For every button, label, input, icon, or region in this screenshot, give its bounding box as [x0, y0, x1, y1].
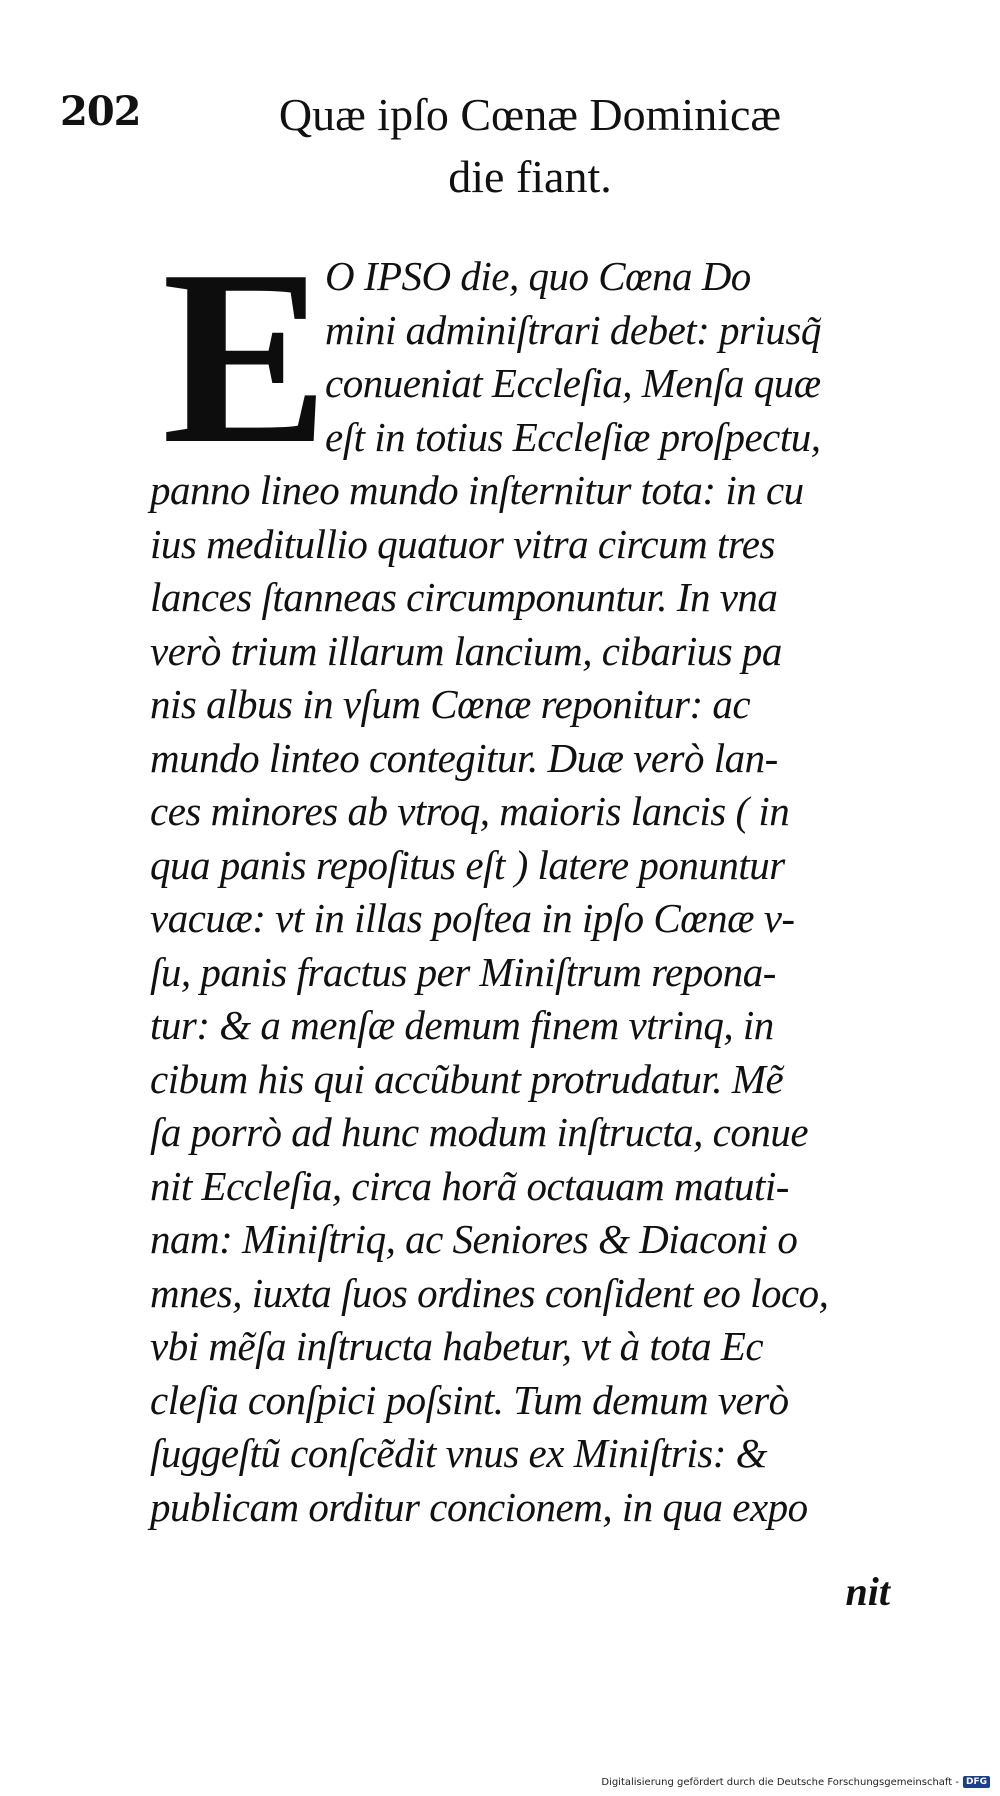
- text-line: O IPSO die, quo Cœna Do: [325, 253, 751, 299]
- text-line: eſt in totius Eccleſiæ proſpectu,: [325, 413, 821, 460]
- text-line: ſuggeſtũ conſcẽdit vnus ex Miniſtris: &: [150, 1430, 768, 1476]
- text-line: mundo linteo contegitur. Duæ verò lan-: [150, 734, 778, 781]
- text-line: nis albus in vſum Cœnæ reponitur: ac: [150, 681, 751, 727]
- catchword: nit: [845, 1569, 890, 1614]
- dfg-logo: DFG: [963, 1776, 990, 1788]
- text-line: vacuæ: vt in illas poſtea in ipſo Cœnæ v-: [150, 895, 795, 941]
- text-line: nam: Miniſtriq, ac Seniores & Diaconi o: [150, 1216, 798, 1262]
- text-line: panno lineo mundo inſternitur tota: in cu: [150, 467, 804, 513]
- text-line: cibum his qui accũbunt protrudatur. Mẽ: [150, 1055, 784, 1102]
- text-line: verò trium illarum lancium, cibarius pa: [150, 627, 782, 674]
- text-line: ſu, panis fractus per Miniſtrum repona-: [150, 948, 776, 995]
- running-title: [240, 84, 820, 208]
- body-text: [150, 219, 910, 1534]
- credit-text: Digitalisierung gefördert durch die Deutsche Forschungsgemeinschaft -: [601, 1776, 959, 1788]
- text-line: qua panis repoſitus eſt ) latere ponuntur: [150, 841, 785, 888]
- text-line: nit Eccleſia, circa horã octauam matuti-: [150, 1162, 789, 1209]
- running-title-line-1: Quæ ipſo Cœnæ Dominicæ: [278, 89, 782, 140]
- text-line: mnes, iuxta ſuos ordines conſident eo loco,: [150, 1269, 829, 1316]
- text-line: mini adminiſtrari debet: priusq̃: [325, 306, 821, 353]
- text-line: ſa porrò ad hunc modum inſtructa, conue: [150, 1109, 809, 1155]
- digitization-credit: [601, 1776, 990, 1788]
- text-line: lances ſtanneas circumponuntur. In vna: [150, 574, 778, 620]
- running-title-line-2: die fiant.: [448, 151, 612, 202]
- text-line: ces minores ab vtroq, maioris lancis ( in: [150, 788, 790, 834]
- text-line: vbi mẽſa inſtructa habetur, vt à tota Ec: [150, 1323, 764, 1369]
- text-line: ius meditullio quatuor vitra circum tres: [150, 520, 775, 567]
- page-number: 202: [60, 88, 141, 135]
- text-line: tur: & a menſæ demum finem vtrinq, in: [150, 1002, 774, 1048]
- text-line: publicam orditur concionem, in qua expo: [150, 1483, 808, 1530]
- drop-cap: E: [162, 219, 329, 496]
- text-line: cleſia conſpici poſsint. Tum demum verò: [150, 1376, 789, 1423]
- text-line: conueniat Eccleſia, Menſa quæ: [325, 360, 821, 406]
